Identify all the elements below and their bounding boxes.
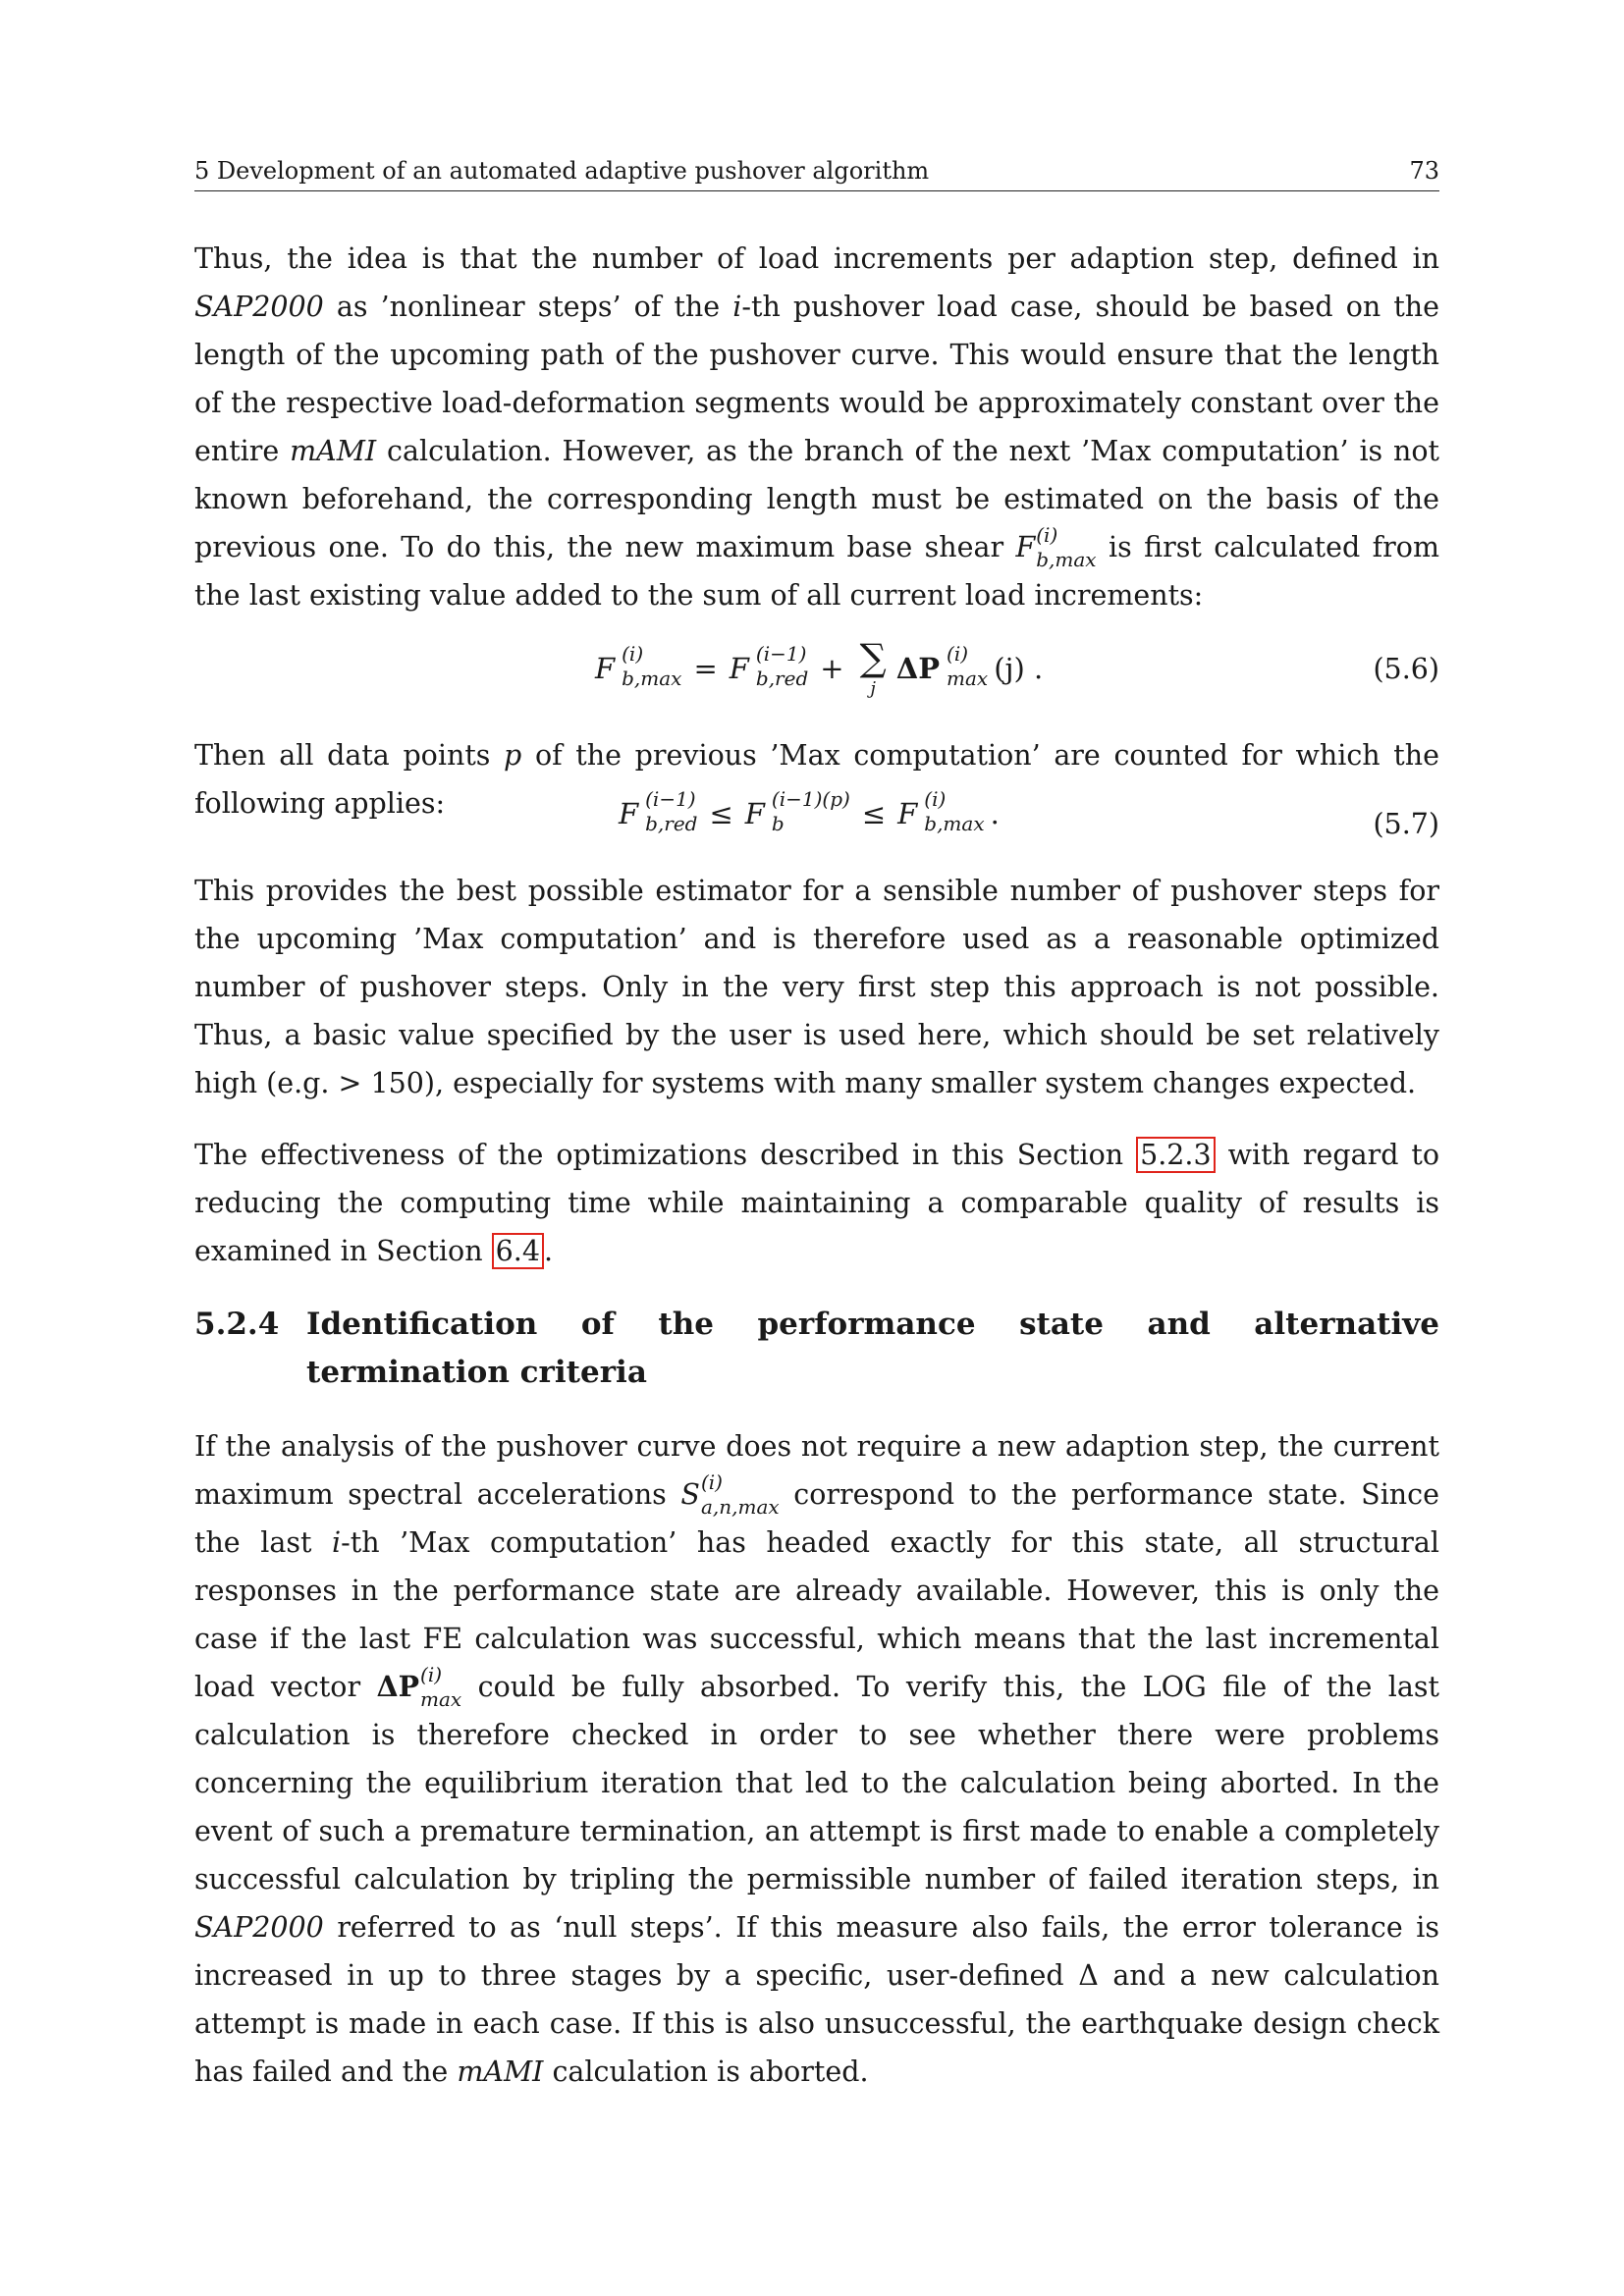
paragraph-1: Thus, the idea is that the number of load increments per adaption step, defined in SAP2000 as ’nonlinear steps’ of the i-th pushover load case, should be based on the length of the upcoming path of the pushover curve. This would ensure that the length of the respective load-deformation segments would be approximately constant over the entire mAMI calculation. However, as the branch of the next ’Max computation’ is not known beforehand, the corresponding length must be estimated on the basis of the previous one. To do this, the new maximum base shear F (i) b,max is first calculated from the last existing value added to the sum of all current load increments: xyxy=(194,242,1439,612)
section-heading xyxy=(194,1301,1439,1397)
page xyxy=(194,157,1439,2096)
math-F-bmax: F (i) b,max xyxy=(1015,522,1097,571)
paragraph-4: The effectiveness of the optimizations described in this Section 5.2.3 with regard to reducing the computing time while maintaining a comparable quality of results is examined in Section 6.4 . xyxy=(194,1139,1439,1267)
paragraph-2: Then all data points p of the previous ’Max computation’ are counted for which the following applies: xyxy=(194,739,1439,820)
equation-5-6: F (i) b,max = F (i−1) b,red + ∑ j ΔP (i) max (j) . (5.6) xyxy=(595,636,1439,699)
equation-number-5-6: (5.6) xyxy=(1373,653,1439,685)
section-title: Identification of the performance state and alternative termination criteria xyxy=(306,1307,1439,1390)
page-number: 73 xyxy=(1409,157,1439,185)
running-header xyxy=(194,157,1439,191)
section-link-6-4[interactable]: 6.4 xyxy=(492,1233,544,1269)
math-dP-max: ΔP (i) max xyxy=(376,1662,462,1711)
paragraph-5: If the analysis of the pushover curve does not require a new adaption step, the current maximum spectral accelerations S (i) a,n,max correspond to the performance state. Since the last i-th ’Max computation’ has headed exactly for this state, all structural responses in the performance state are already available. However, this is only the case if the last FE calculation was successful, which means that the last incremental load vector ΔP (i) max could be fully absorbed. To verify this, the LOG file of the last calculation is therefore checked in order to see whether there were problems concerning the equilibrium iteration that led to the calculation being aborted. In the event of such a premature termination, an attempt is first made to enable a completely successful calculation by tripling the permissible number of failed iteration steps, in SAP2000 referred to as ‘null steps’. If this measure also fails, the error tolerance is increased in up to three stages by a specific, user-defined Δ and a new calculation attempt is made in each case. If this is also unsuccessful, the earthquake design check has failed and the mAMI calculation is aborted. xyxy=(194,1430,1439,2088)
equation-5-7: F (i−1) b,red ≤ F (i−1)(p) b ≤ F (i) b,max . (5.7) xyxy=(619,787,1439,840)
section-number: 5.2.4 xyxy=(194,1307,280,1342)
section-link-5-2-3[interactable]: 5.2.3 xyxy=(1136,1137,1216,1173)
equation-number-5-7: (5.7) xyxy=(1373,808,1439,840)
paragraph-3: This provides the best possible estimator for a sensible number of pushover steps for the upcoming ’Max computation’ and is therefore used as a reasonable optimized number of pushover steps. Only in the very first step this approach is not possible. Thus, a basic value specified by the user is used here, which should be set relatively high (e.g. > 150), especially for systems with many smaller system changes expected. xyxy=(194,875,1439,1099)
math-S-anmax: S (i) a,n,max xyxy=(680,1469,780,1519)
chapter-title: 5 Development of an automated adaptive pushover algorithm xyxy=(194,157,930,185)
